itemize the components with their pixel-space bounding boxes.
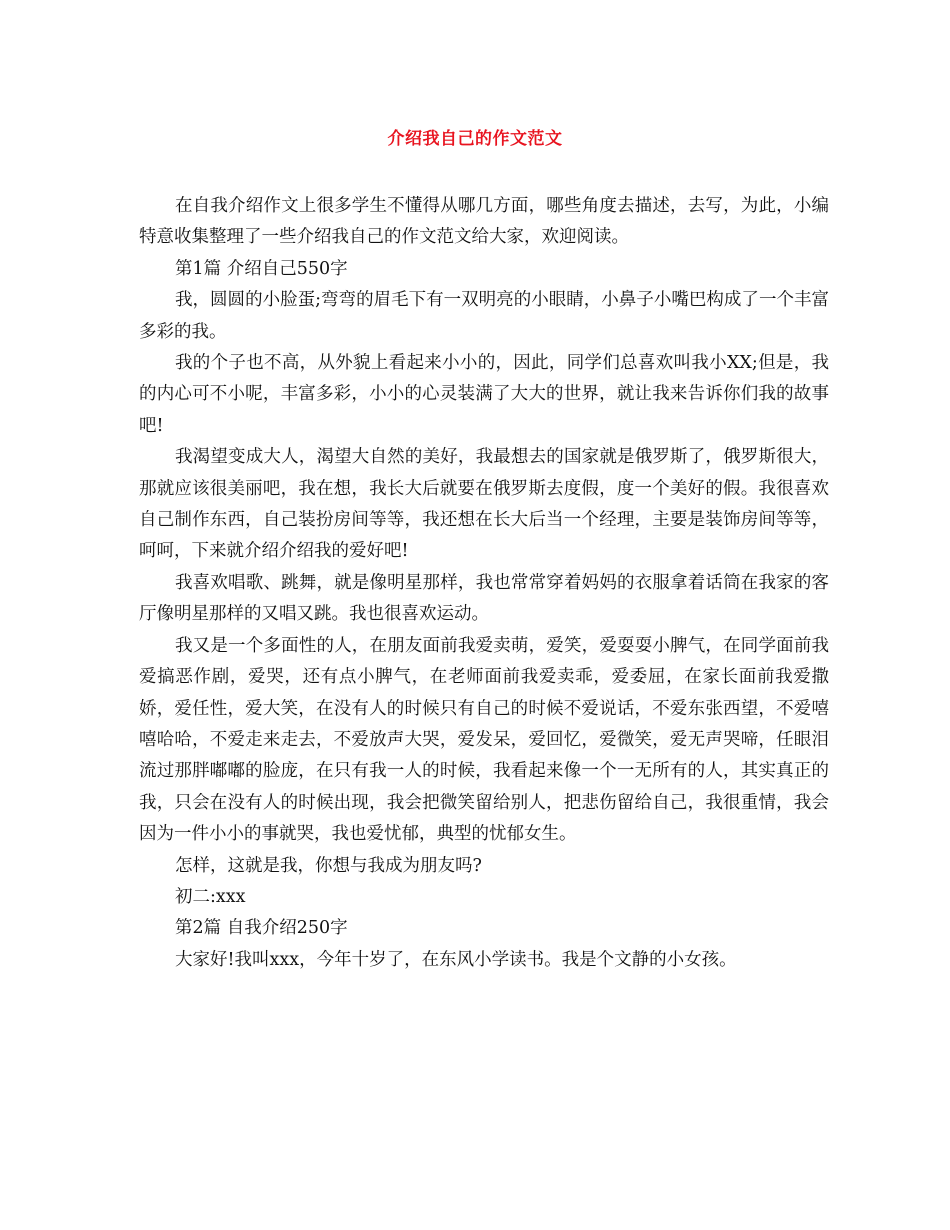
section-heading-1: 第1篇 介绍自己550字	[175, 258, 348, 279]
section-heading-2: 第2篇 自我介绍250字	[175, 918, 348, 939]
paragraph: 我喜欢唱歌、跳舞，就是像明星那样，我也常常穿着妈妈的衣服拿着话筒在我家的客厅像明星那样的又唱又跳。我也很喜欢运动。	[139, 572, 829, 625]
paragraph: 我，圆圆的小脸蛋;弯弯的眉毛下有一双明亮的小眼睛，小鼻子小嘴巴构成了一个丰富多彩的我。	[139, 290, 829, 342]
intro-paragraph: 在自我介绍作文上很多学生不懂得从哪几方面，哪些角度去描述，去写，为此，小编特意收集整理了一些介绍我自己的作文范文给大家，欢迎阅读。	[139, 196, 829, 248]
paragraph: 怎样，这就是我，你想与我成为朋友吗?	[175, 855, 482, 876]
document-body	[139, 191, 829, 976]
paragraph: 我的个子也不高，从外貌上看起来小小的，因此，同学们总喜欢叫我小XX;但是，我的内心可不小呢，丰富多彩，小小的心灵装满了大大的世界，就让我来告诉你们我的故事吧!	[139, 353, 829, 436]
paragraph: 大家好!我叫xxx，今年十岁了，在东风小学读书。我是个文静的小女孩。	[175, 949, 737, 970]
author-line: 初二:xxx	[175, 886, 246, 907]
paragraph: 我渴望变成大人，渴望大自然的美好，我最想去的国家就是俄罗斯了，俄罗斯很大，那就应该很美丽吧，我在想，我长大后就要在俄罗斯去度假，度一个美好的假。我很喜欢自己制作东西，自己装扮房间等等，我还想在长大后当一个经理，主要是装饰房间等等，呵呵，下来就介绍介绍我的爱好吧!	[139, 447, 829, 562]
paragraph: 我又是一个多面性的人，在朋友面前我爱卖萌，爱笑，爱耍耍小脾气，在同学面前我爱搞恶作剧，爱哭，还有点小脾气，在老师面前我爱卖乖，爱委屈，在家长面前我爱撒娇，爱任性，爱大笑，在没有人的时候只有自己的时候不爱说话，不爱东张西望，不爱嘻嘻哈哈，不爱走来走去，不爱放声大哭，爱发呆，爱回忆，爱微笑，爱无声哭啼，任眼泪流过那胖嘟嘟的脸庞，在只有我一人的时候，我看起来像一个一无所有的人，其实真正的我，只会在没有人的时候出现，我会把微笑留给别人，把悲伤留给自己，我很重情，我会因为一件小小的事就哭，我也爱忧郁，典型的忧郁女生。	[139, 635, 829, 845]
document-title: 介绍我自己的作文范文	[387, 129, 563, 149]
